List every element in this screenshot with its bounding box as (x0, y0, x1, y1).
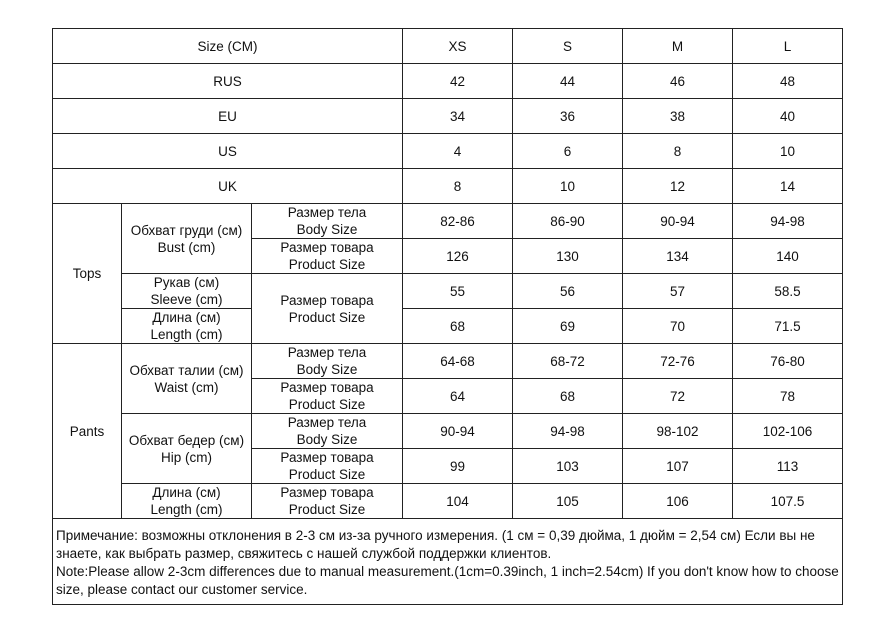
product-size-en: Product Size (288, 467, 366, 482)
pants-hip-body-row (53, 414, 843, 449)
size-xs-header: XS (403, 29, 513, 64)
table-cell: 70 (623, 309, 733, 344)
table-cell: 8 (623, 134, 733, 169)
table-cell: 107 (623, 449, 733, 484)
table-cell: 90-94 (623, 204, 733, 239)
body-size-en: Body Size (296, 362, 358, 377)
table-cell: 55 (403, 274, 513, 309)
table-cell: 86-90 (513, 204, 623, 239)
waist-label-en: Waist (cm) (154, 379, 219, 395)
product-size-en: Product Size (288, 397, 366, 412)
bust-label-ru: Обхват груди (см) (130, 222, 243, 238)
table-cell: 140 (733, 239, 843, 274)
table-cell: 56 (513, 274, 623, 309)
uk-label: UK (53, 169, 403, 204)
sleeve-label-ru: Рукав (см) (153, 275, 220, 290)
tops-length-row (53, 309, 843, 344)
table-cell: 40 (733, 99, 843, 134)
eu-row (53, 99, 843, 134)
table-cell: 126 (403, 239, 513, 274)
sleeve-label (122, 274, 252, 309)
table-cell: 8 (403, 169, 513, 204)
us-row (53, 134, 843, 169)
length-label-en: Length (cm) (150, 327, 223, 342)
hip-label-ru: Обхват бедер (см) (128, 432, 245, 448)
bust-label (122, 204, 252, 274)
tops-label: Tops (53, 204, 122, 344)
tops-length-label (122, 309, 252, 344)
note-en: Note:Please allow 2-3cm differences due to manual measurement.(1cm=0.39inch, 1 inch=2.54cm) If you don't know how to choose size, please contact our customer service. (56, 564, 839, 597)
product-size-label (252, 239, 403, 274)
waist-label (122, 344, 252, 414)
table-cell: 105 (513, 484, 623, 519)
measurement-note (53, 519, 843, 605)
note-ru: Примечание: возможны отклонения в 2-3 см из-за ручного измерения. (1 см = 0,39 дюйма, 1 дюйм = 2,54 см) Если вы не знаете, как выбрать размер, свяжитесь с нашей службой поддержки клиентов. (56, 528, 815, 561)
table-cell: 6 (513, 134, 623, 169)
hip-label (122, 414, 252, 484)
table-cell: 99 (403, 449, 513, 484)
table-cell: 68 (513, 379, 623, 414)
pants-length-row (53, 484, 843, 519)
table-cell: 64-68 (403, 344, 513, 379)
table-cell: 107.5 (733, 484, 843, 519)
table-cell: 42 (403, 64, 513, 99)
table-cell: 90-94 (403, 414, 513, 449)
body-size-ru: Размер тела (287, 205, 367, 220)
size-l-header: L (733, 29, 843, 64)
product-size-en: Product Size (288, 502, 366, 517)
tops-bust-body-row (53, 204, 843, 239)
hip-label-en: Hip (cm) (161, 449, 212, 465)
table-cell: 57 (623, 274, 733, 309)
length-label-en: Length (cm) (150, 502, 223, 517)
table-cell: 94-98 (733, 204, 843, 239)
product-size-label (252, 484, 403, 519)
table-cell: 104 (403, 484, 513, 519)
sleeve-label-en: Sleeve (cm) (150, 292, 223, 307)
us-label: US (53, 134, 403, 169)
table-cell: 106 (623, 484, 733, 519)
product-size-en: Product Size (288, 309, 366, 325)
table-cell: 58.5 (733, 274, 843, 309)
length-label-ru: Длина (см) (152, 310, 221, 325)
table-cell: 72 (623, 379, 733, 414)
table-cell: 10 (513, 169, 623, 204)
header-row (53, 29, 843, 64)
waist-label-ru: Обхват талии (см) (129, 362, 244, 378)
note-row (53, 519, 843, 605)
table-cell: 130 (513, 239, 623, 274)
table-cell: 76-80 (733, 344, 843, 379)
table-cell: 69 (513, 309, 623, 344)
body-size-label (252, 414, 403, 449)
table-cell: 10 (733, 134, 843, 169)
rus-row (53, 64, 843, 99)
table-cell: 68 (403, 309, 513, 344)
table-cell: 36 (513, 99, 623, 134)
bust-label-en: Bust (cm) (157, 239, 216, 255)
table-cell: 71.5 (733, 309, 843, 344)
product-size-ru: Размер товара (280, 240, 374, 255)
size-table (52, 28, 843, 605)
product-size-label (252, 449, 403, 484)
body-size-ru: Размер тела (287, 345, 367, 360)
table-cell: 4 (403, 134, 513, 169)
body-size-en: Body Size (296, 432, 358, 447)
product-size-en: Product Size (288, 257, 366, 272)
table-cell: 82-86 (403, 204, 513, 239)
table-cell: 113 (733, 449, 843, 484)
body-size-label (252, 204, 403, 239)
table-cell: 46 (623, 64, 733, 99)
rus-label: RUS (53, 64, 403, 99)
table-cell: 78 (733, 379, 843, 414)
table-cell: 72-76 (623, 344, 733, 379)
product-size-label (252, 274, 403, 344)
table-cell: 64 (403, 379, 513, 414)
table-cell: 38 (623, 99, 733, 134)
uk-row (53, 169, 843, 204)
product-size-ru: Размер товара (280, 380, 374, 395)
product-size-ru: Размер товара (280, 450, 374, 465)
body-size-ru: Размер тела (287, 415, 367, 430)
table-cell: 98-102 (623, 414, 733, 449)
table-cell: 134 (623, 239, 733, 274)
body-size-label (252, 344, 403, 379)
table-cell: 102-106 (733, 414, 843, 449)
size-s-header: S (513, 29, 623, 64)
pants-waist-body-row (53, 344, 843, 379)
size-m-header: M (623, 29, 733, 64)
table-cell: 103 (513, 449, 623, 484)
product-size-ru: Размер товара (280, 292, 374, 308)
length-label-ru: Длина (см) (152, 485, 221, 500)
table-cell: 34 (403, 99, 513, 134)
table-cell: 94-98 (513, 414, 623, 449)
size-cm-header: Size (CM) (53, 29, 403, 64)
table-cell: 68-72 (513, 344, 623, 379)
size-chart (52, 28, 842, 605)
table-cell: 44 (513, 64, 623, 99)
pants-length-label (122, 484, 252, 519)
product-size-label (252, 379, 403, 414)
body-size-en: Body Size (296, 222, 358, 237)
pants-label: Pants (53, 344, 122, 519)
product-size-ru: Размер товара (280, 485, 374, 500)
table-cell: 48 (733, 64, 843, 99)
table-cell: 14 (733, 169, 843, 204)
table-cell: 12 (623, 169, 733, 204)
eu-label: EU (53, 99, 403, 134)
tops-sleeve-row (53, 274, 843, 309)
